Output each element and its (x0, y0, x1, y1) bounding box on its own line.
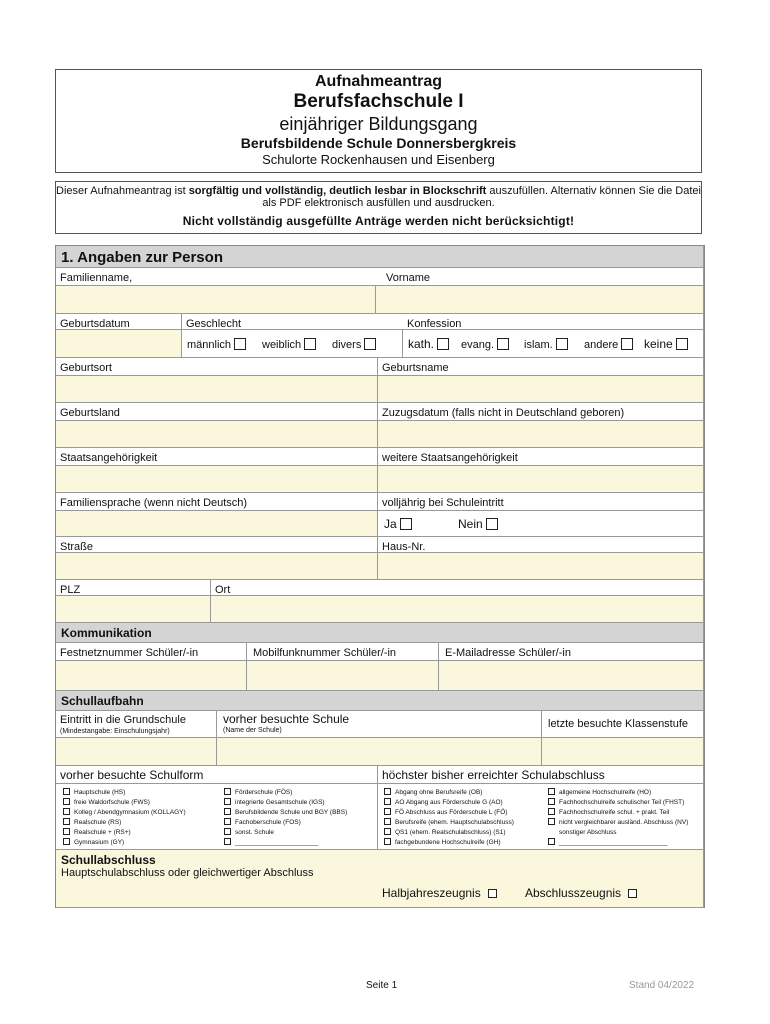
checkbox[interactable] (63, 828, 70, 835)
konfession-evang-option[interactable]: evang. (461, 338, 513, 351)
application-form (55, 245, 705, 908)
title-box (55, 69, 702, 173)
checkbox[interactable] (224, 798, 231, 805)
geburtsdatum-label: Geburtsdatum (56, 314, 182, 330)
abschluss-option[interactable]: AO Abgang aus Förderschule G (AO) (384, 798, 514, 808)
ja-checkbox[interactable] (400, 518, 412, 530)
schulabschluss-section (56, 850, 704, 908)
mobil-field[interactable] (247, 661, 439, 691)
checkbox[interactable] (548, 838, 555, 845)
checkbox[interactable] (384, 788, 391, 795)
konfession-keine-option[interactable]: keine (644, 337, 692, 351)
checkbox[interactable] (548, 808, 555, 815)
checkbox[interactable] (384, 828, 391, 835)
eintritt-grundschule-field[interactable] (56, 738, 217, 766)
schullaufbahn-header: Schullaufbahn (56, 691, 704, 711)
vorname-label: Vorname (376, 268, 704, 286)
schulform-option[interactable]: Berufsbildende Schule und BGY (BBS) (224, 808, 347, 818)
geburtsname-field[interactable] (378, 376, 704, 403)
eintritt-subtext: (Mindestangabe: Einschulungsjahr) (60, 728, 170, 735)
schulform-option[interactable]: Hauptschule (HS) (63, 788, 186, 798)
stand-date: Stand 04/2022 (629, 980, 695, 991)
konfession-andere-option[interactable]: andere (584, 338, 637, 351)
schulform-option[interactable]: Realschule + (RS+) (63, 828, 186, 838)
konfession-kath-option[interactable]: kath. (408, 337, 453, 351)
schulabschluss-title: Schullabschluss (61, 853, 156, 867)
ort-label: Ort (211, 580, 704, 596)
checkbox[interactable] (384, 798, 391, 805)
male-checkbox[interactable] (234, 338, 246, 350)
checkbox[interactable] (224, 788, 231, 795)
checkbox[interactable] (63, 808, 70, 815)
schulform-option[interactable]: Fachoberschule (FOS) (224, 818, 347, 828)
strasse-field[interactable] (56, 553, 378, 580)
schulform-label: vorher besuchte Schulform (56, 766, 378, 784)
halbjahr-checkbox[interactable] (488, 889, 497, 898)
abschluss-option[interactable]: Fachhochschulreife schul. + prakt. Teil (548, 808, 688, 818)
email-label: E-Mailadresse Schüler/-in (439, 643, 704, 661)
notice-warning: Nicht vollständig ausgefüllte Anträge werden nicht berücksichtigt! (182, 214, 575, 228)
zuzugsdatum-field[interactable] (378, 421, 704, 448)
geburtsort-field[interactable] (56, 376, 378, 403)
checkbox[interactable] (224, 828, 231, 835)
abschluss-checkbox[interactable] (628, 889, 637, 898)
checkbox[interactable] (224, 838, 231, 845)
abschluss-option[interactable]: fachgebundene Hochschulreife (GH) (384, 838, 514, 848)
schulform-list-1 (63, 788, 186, 848)
hausnr-label: Haus-Nr. (378, 537, 704, 553)
school-name: Berufsbildende Schule Donnersbergkreis (240, 135, 517, 151)
weitere-staatsangehoerigkeit-label: weitere Staatsangehörigkeit (378, 448, 704, 466)
staatsangehoerigkeit-field[interactable] (56, 466, 378, 493)
vorname-field[interactable] (376, 286, 704, 314)
konfession-islam-option[interactable]: islam. (524, 338, 572, 351)
konfession-options (403, 330, 704, 358)
checkbox[interactable] (384, 838, 391, 845)
eintritt-text: Eintritt in die Grundschule (60, 714, 186, 726)
geschlecht-options (182, 330, 403, 358)
abschluss-option[interactable]: allgemeine Hochschulreife (HO) (548, 788, 688, 798)
geburtsname-label: Geburtsname (378, 358, 704, 376)
schulform-option[interactable]: freie Waldorfschule (FWS) (63, 798, 186, 808)
kath-checkbox[interactable] (437, 338, 449, 350)
weitere-staatsangehoerigkeit-field[interactable] (378, 466, 704, 493)
schulform-option[interactable]: Gymnasium (GY) (63, 838, 186, 848)
checkbox[interactable] (548, 788, 555, 795)
geburtsort-label: Geburtsort (56, 358, 378, 376)
konfession-label: Konfession (403, 314, 704, 330)
schulform-option[interactable]: Kolleg / Abendgymnasium (KOLLAGY) (63, 808, 186, 818)
abschluss-option[interactable]: QS1 (ehem. Realschulabschluss) (S1) (384, 828, 514, 838)
islam-checkbox[interactable] (556, 338, 568, 350)
checkbox[interactable] (63, 798, 70, 805)
diverse-checkbox[interactable] (364, 338, 376, 350)
abschluss-option[interactable]: Fachhochschulreife schulischer Teil (FHST) (548, 798, 688, 808)
festnetz-label: Festnetznummer Schüler/-in (56, 643, 247, 661)
festnetz-field[interactable] (56, 661, 247, 691)
volljaehrig-options (378, 511, 704, 537)
abschluss-option[interactable]: nicht vergleichbarer ausländ. Abschluss (NV) (548, 818, 688, 828)
gender-female-option[interactable]: weiblich (262, 338, 320, 351)
schulform-list-2 (224, 788, 347, 848)
geburtsdatum-field[interactable] (56, 330, 182, 358)
kommunikation-header: Kommunikation (56, 623, 704, 643)
abschluss-list-1 (384, 788, 514, 848)
title-line-3: einjähriger Bildungsgang (279, 114, 478, 134)
familienname-label: Familienname, (56, 268, 376, 286)
title-line-2: Berufsfachschule I (293, 91, 464, 112)
abschlusszeugnis-option[interactable]: Abschlusszeugnis (525, 886, 641, 900)
schulform-option[interactable]: Förderschule (FÖS) (224, 788, 347, 798)
schulform-option[interactable]: Realschule (RS) (63, 818, 186, 828)
section-1-header: 1. Angaben zur Person (56, 246, 704, 268)
abschluss-option[interactable]: ______________________________ (548, 838, 688, 848)
geschlecht-label: Geschlecht (182, 314, 403, 330)
klassenstufe-label: letzte besuchte Klassenstufe (542, 711, 704, 738)
staatsangehoerigkeit-label: Staatsangehörigkeit (56, 448, 378, 466)
ort-field[interactable] (211, 596, 704, 623)
abschluss-list-2 (548, 788, 688, 848)
strasse-label: Straße (56, 537, 378, 553)
vorher-schule-field[interactable] (217, 738, 542, 766)
volljaehrig-ja-option[interactable]: Ja (384, 517, 416, 531)
halbjahreszeugnis-option[interactable]: Halbjahreszeugnis (382, 886, 501, 900)
keine-checkbox[interactable] (676, 338, 688, 350)
checkbox[interactable] (384, 808, 391, 815)
schulabschluss-subtitle: Hauptschulabschluss oder gleichwertiger Abschluss (61, 867, 314, 879)
familiensprache-field[interactable] (56, 511, 378, 537)
checkbox[interactable] (224, 808, 231, 815)
checkbox[interactable] (63, 788, 70, 795)
schulform-options (56, 784, 378, 850)
abschluss-option[interactable]: Berufsreife (ehem. Hauptschulabschluss) (384, 818, 514, 828)
volljaehrig-nein-option[interactable]: Nein (458, 517, 502, 531)
mobil-label: Mobilfunknummer Schüler/-in (247, 643, 439, 661)
vorher-schule-text: vorher besuchte Schule (223, 712, 350, 726)
notice-text: Dieser Aufnahmeantrag ist sorgfältig und vollständig, deutlich lesbar in Blockschrift auszufüllen. Alternativ können Sie die Datei als PDF elektronisch ausfüllen und ausdrucken. (56, 185, 701, 209)
volljaehrig-label: volljährig bei Schuleintritt (378, 493, 704, 511)
schulform-option[interactable]: sonst. Schule (224, 828, 347, 838)
evang-checkbox[interactable] (497, 338, 509, 350)
zuzugsdatum-label: Zuzugsdatum (falls nicht in Deutschland geboren) (378, 403, 704, 421)
familienname-field[interactable] (56, 286, 376, 314)
plz-label: PLZ (56, 580, 211, 596)
klassenstufe-field[interactable] (542, 738, 704, 766)
hoechster-abschluss-label: höchster bisher erreichter Schulabschluss (378, 766, 704, 784)
gender-diverse-option[interactable]: divers (332, 338, 380, 351)
checkbox[interactable] (384, 818, 391, 825)
hausnr-field[interactable] (378, 553, 704, 580)
checkbox[interactable] (63, 818, 70, 825)
geburtsland-field[interactable] (56, 421, 378, 448)
checkbox[interactable] (63, 838, 70, 845)
gender-male-option[interactable]: männlich (187, 338, 250, 351)
vorher-schule-label (217, 711, 542, 738)
andere-checkbox[interactable] (621, 338, 633, 350)
checkbox[interactable] (224, 818, 231, 825)
female-checkbox[interactable] (304, 338, 316, 350)
abschluss-options (378, 784, 704, 850)
abschluss-option-text: sonstiger Abschluss (559, 829, 617, 836)
familiensprache-label: Familiensprache (wenn nicht Deutsch) (56, 493, 378, 511)
geburtsland-label: Geburtsland (56, 403, 378, 421)
school-locations: Schulorte Rockenhausen und Eisenberg (262, 152, 495, 167)
notice-box (55, 181, 702, 234)
nein-checkbox[interactable] (486, 518, 498, 530)
eintritt-grundschule-label (56, 711, 217, 738)
schulform-option[interactable]: integrierte Gesamtschule (IGS) (224, 798, 347, 808)
abschluss-option[interactable]: FÖ Abschluss aus Förderschule L (FÖ) (384, 808, 514, 818)
page-number: Seite 1 (366, 980, 398, 991)
schulform-option[interactable]: _______________________ (224, 838, 347, 848)
title-line-1: Aufnahmeantrag (314, 73, 443, 90)
checkbox[interactable] (548, 818, 555, 825)
plz-field[interactable] (56, 596, 211, 623)
vorher-schule-subtext: (Name der Schule) (223, 727, 282, 734)
checkbox[interactable] (548, 798, 555, 805)
abschluss-option[interactable]: Abgang ohne Berufsreife (OB) (384, 788, 514, 798)
email-field[interactable] (439, 661, 704, 691)
